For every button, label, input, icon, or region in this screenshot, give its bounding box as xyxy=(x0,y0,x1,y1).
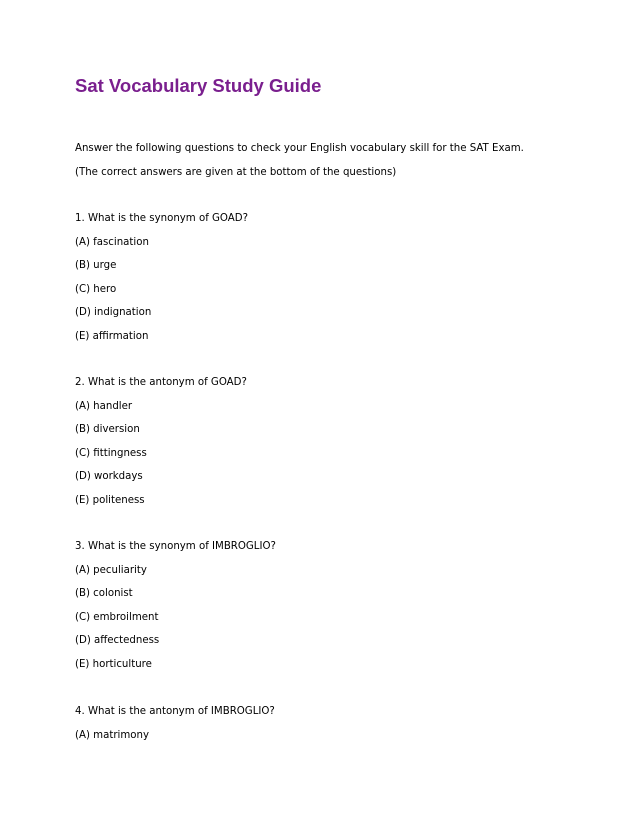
answer-option: (C) fittingness xyxy=(75,448,147,459)
answer-option: (C) embroilment xyxy=(75,612,159,623)
answer-option: (E) horticulture xyxy=(75,659,152,670)
answer-option: (A) matrimony xyxy=(75,730,149,741)
intro-line: Answer the following questions to check your English vocabulary skill for the SAT Exam. xyxy=(75,143,524,154)
answer-option: (E) politeness xyxy=(75,495,145,506)
answer-option: (B) colonist xyxy=(75,588,133,599)
question-text: 1. What is the synonym of GOAD? xyxy=(75,213,248,224)
answer-option: (B) diversion xyxy=(75,424,140,435)
answer-option: (A) fascination xyxy=(75,237,149,248)
intro-line: (The correct answers are given at the bottom of the questions) xyxy=(75,167,397,178)
answer-option: (A) peculiarity xyxy=(75,565,147,576)
document-title: Sat Vocabulary Study Guide xyxy=(75,75,322,96)
answer-option: (E) affirmation xyxy=(75,331,149,342)
answer-option: (B) urge xyxy=(75,260,117,271)
answer-option: (A) handler xyxy=(75,401,133,412)
answer-option: (D) indignation xyxy=(75,307,152,318)
answer-option: (C) hero xyxy=(75,284,117,295)
answer-option: (D) workdays xyxy=(75,471,143,482)
question-text: 2. What is the antonym of GOAD? xyxy=(75,377,247,388)
question-text: 4. What is the antonym of IMBROGLIO? xyxy=(75,706,275,717)
question-text: 3. What is the synonym of IMBROGLIO? xyxy=(75,541,276,552)
answer-option: (D) affectedness xyxy=(75,635,160,646)
